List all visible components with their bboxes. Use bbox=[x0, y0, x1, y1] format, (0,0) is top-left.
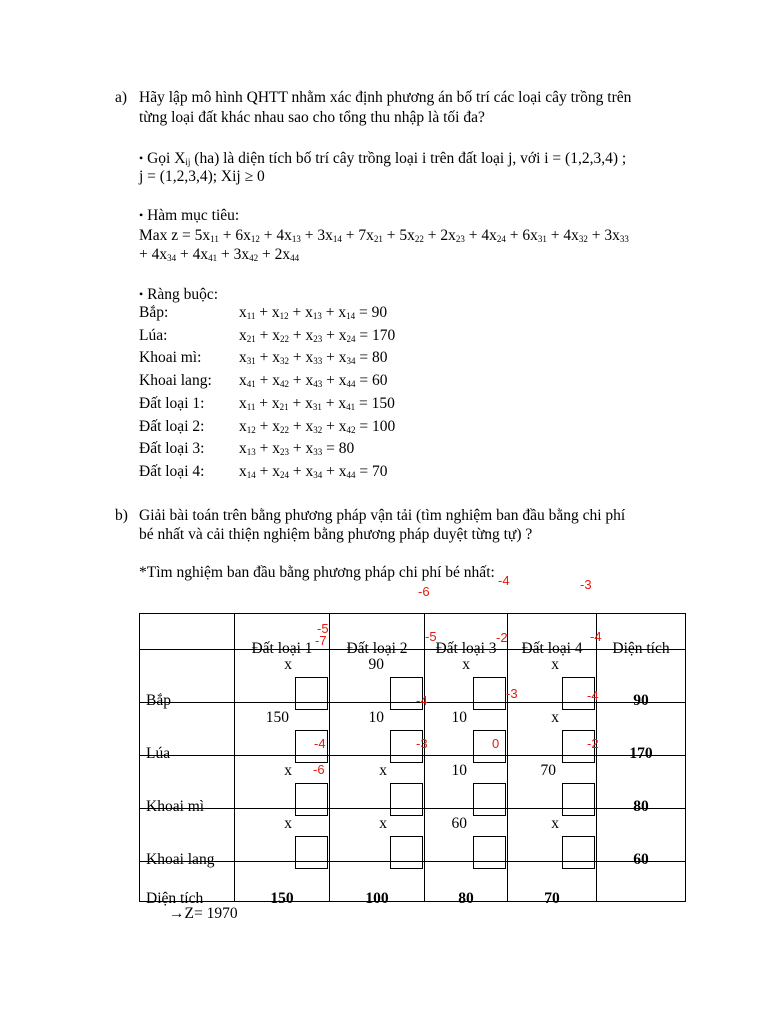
objective-term-sub: 11 bbox=[210, 234, 219, 244]
constraint-term: x bbox=[239, 372, 247, 390]
row-label-cell bbox=[140, 703, 235, 762]
cost-box bbox=[390, 836, 423, 869]
constraint-equation bbox=[239, 349, 388, 368]
cost-box bbox=[295, 836, 328, 869]
constraint-rhs: = 80 bbox=[355, 349, 388, 367]
allocation-value: 70 bbox=[540, 762, 556, 779]
constraint-term: + x bbox=[322, 326, 347, 344]
row-total-cell bbox=[597, 809, 686, 868]
arrow-right-icon: → bbox=[169, 905, 185, 922]
red-annotation: 0 bbox=[492, 736, 500, 751]
part-b-marker: b) bbox=[115, 507, 128, 524]
variables-post: (ha) là diện tích bố trí cây trồng loại i trên đất loại j, với i = (1,2,3,4) ; bbox=[190, 150, 627, 167]
row-label: Bắp bbox=[146, 692, 171, 709]
constraint-term: + x bbox=[255, 394, 280, 412]
allocation-value: x bbox=[551, 656, 559, 673]
constraint-term-sub: 32 bbox=[313, 424, 323, 435]
header-cell bbox=[597, 614, 686, 657]
allocation-value: 10 bbox=[451, 709, 467, 726]
row-total-cell bbox=[597, 756, 686, 815]
constraint-term: + x bbox=[255, 440, 280, 458]
part-b-question-line1: Giải bài toán trên bằng phương pháp vận tải (tìm nghiệm ban đầu bằng chi phí bbox=[139, 507, 626, 524]
header-cell bbox=[508, 614, 597, 657]
allocation-cell bbox=[425, 809, 508, 862]
constraint-term-sub: 23 bbox=[313, 333, 323, 344]
objective-term-sub: 23 bbox=[455, 234, 465, 244]
header-cell bbox=[330, 614, 425, 657]
part-a-question-line1: Hãy lập mô hình QHTT nhằm xác định phương án bố trí các loại cây trồng trên bbox=[139, 89, 632, 106]
constraint-term: + x bbox=[255, 462, 280, 480]
constraint-rhs: = 150 bbox=[355, 394, 395, 412]
allocation-value: 10 bbox=[368, 709, 384, 726]
cost-box bbox=[473, 783, 506, 816]
objective-term-sub: 44 bbox=[290, 253, 300, 263]
constraint-label: Đất loại 3: bbox=[139, 440, 205, 458]
objective-term-coef: + 4x bbox=[464, 227, 497, 244]
constraint-label: Khoai lang: bbox=[139, 372, 212, 390]
row-total: 170 bbox=[629, 745, 653, 762]
constraint-term-sub: 42 bbox=[346, 424, 356, 435]
constraint-term-sub: 12 bbox=[279, 311, 289, 321]
constraint-term-sub: 31 bbox=[246, 356, 256, 367]
constraint-term: + x bbox=[288, 304, 313, 321]
allocation-value: 90 bbox=[368, 656, 384, 673]
column-total: 80 bbox=[458, 889, 474, 907]
allocation-value: x bbox=[379, 762, 387, 779]
allocation-value: x bbox=[284, 815, 292, 832]
objective-term-sub: 34 bbox=[167, 253, 177, 263]
constraint-rhs: = 70 bbox=[355, 462, 388, 480]
header-dat-loai-2: Đất loại 2 bbox=[346, 639, 408, 657]
objective-term-coef: + 3x bbox=[217, 246, 250, 263]
objective-term-sub: 14 bbox=[332, 234, 342, 244]
constraint-rhs: = 60 bbox=[355, 372, 388, 390]
cost-box bbox=[562, 783, 595, 816]
allocation-cell bbox=[508, 703, 597, 756]
cost-box bbox=[473, 836, 506, 869]
objective-term-sub: 22 bbox=[414, 234, 424, 244]
cost-box bbox=[473, 677, 506, 710]
constraint-term: + x bbox=[289, 349, 314, 367]
constraint-term-sub: 33 bbox=[313, 447, 323, 458]
objective-term-coef: + 7x bbox=[341, 227, 374, 244]
allocation-cell bbox=[508, 756, 597, 809]
table-header-row bbox=[140, 614, 686, 650]
table-row bbox=[140, 703, 686, 756]
row-label: Lúa bbox=[146, 745, 171, 762]
part-b-subheading: *Tìm nghiệm ban đầu bằng phương pháp chi phí bé nhất: bbox=[139, 564, 495, 581]
constraint-term: + x bbox=[255, 326, 280, 344]
constraint-rhs: = 90 bbox=[355, 304, 388, 321]
objective-term-coef: 5x bbox=[194, 227, 211, 244]
objective-term-coef: + 6x bbox=[218, 227, 251, 244]
cost-box bbox=[390, 783, 423, 816]
table-row bbox=[140, 809, 686, 862]
constraint-term: x bbox=[239, 462, 247, 480]
constraint-label: Đất loại 4: bbox=[139, 462, 205, 480]
constraint-equation bbox=[239, 372, 388, 391]
red-annotation: -4 bbox=[416, 693, 428, 708]
constraint-term-sub: 12 bbox=[246, 424, 256, 435]
variables-sub: ij bbox=[185, 157, 191, 167]
constraint-term-sub: 41 bbox=[346, 401, 356, 412]
part-a-question-line2: từng loại đất khác nhau sao cho tổng thu nhập là tối đa? bbox=[139, 109, 485, 126]
red-annotation: -4 bbox=[498, 573, 510, 588]
row-label-cell bbox=[140, 756, 235, 815]
part-a-marker: a) bbox=[115, 89, 128, 106]
constraint-term-sub: 21 bbox=[246, 333, 256, 344]
constraint-term-sub: 33 bbox=[313, 356, 323, 367]
constraint-term: + x bbox=[288, 394, 313, 412]
constraint-term: + x bbox=[322, 349, 347, 367]
result-value: Z= 1970 bbox=[184, 905, 238, 922]
row-total-cell bbox=[597, 703, 686, 762]
table-corner-cell bbox=[140, 614, 235, 650]
red-annotation: -7 bbox=[315, 633, 327, 648]
header-dat-loai-4: Đất loại 4 bbox=[521, 639, 583, 657]
constraint-term: + x bbox=[322, 372, 347, 390]
constraint-term-sub: 14 bbox=[246, 469, 256, 480]
red-annotation: -3 bbox=[416, 736, 428, 751]
constraint-equation bbox=[239, 304, 387, 323]
column-total: 150 bbox=[270, 889, 294, 907]
allocation-value: 150 bbox=[265, 709, 289, 726]
red-annotation: -3 bbox=[506, 686, 518, 701]
result-line bbox=[169, 905, 238, 924]
objective-term-sub: 33 bbox=[619, 234, 629, 244]
constraint-term-sub: 23 bbox=[280, 447, 289, 458]
constraint-label: Khoai mì: bbox=[139, 349, 202, 367]
cost-box bbox=[295, 783, 328, 816]
objective-term-coef: + 3x bbox=[300, 227, 333, 244]
constraint-term-sub: 43 bbox=[313, 379, 323, 390]
row-total: 80 bbox=[633, 798, 649, 815]
red-annotation: -4 bbox=[587, 688, 599, 703]
objective-start: Max z = bbox=[139, 227, 195, 244]
constraint-term: + x bbox=[322, 417, 347, 435]
constraint-term-sub: 22 bbox=[280, 333, 289, 344]
row-label: Khoai mì bbox=[146, 798, 205, 815]
allocation-cell bbox=[330, 809, 425, 862]
cost-box bbox=[295, 677, 328, 710]
objective-term-sub: 41 bbox=[208, 253, 218, 263]
row-label-cell bbox=[140, 809, 235, 868]
constraint-term: + x bbox=[289, 372, 314, 390]
constraint-term: + x bbox=[255, 304, 280, 321]
cost-box bbox=[562, 836, 595, 869]
constraint-term: x bbox=[239, 394, 247, 412]
objective-term-coef: + 4x bbox=[259, 227, 292, 244]
constraint-term-sub: 42 bbox=[280, 379, 289, 390]
constraint-label: Lúa: bbox=[139, 326, 168, 344]
allocation-value: 10 bbox=[451, 762, 467, 779]
constraint-equation bbox=[239, 440, 354, 459]
constraint-term: x bbox=[239, 349, 247, 367]
constraint-term-sub: 44 bbox=[346, 379, 356, 390]
constraint-term-sub: 34 bbox=[313, 469, 323, 480]
objective-term-coef: + 2x bbox=[423, 227, 456, 244]
objective-function-line1 bbox=[139, 227, 629, 246]
constraint-term: + x bbox=[255, 349, 280, 367]
bullet-icon: • bbox=[139, 151, 144, 165]
constraint-term-sub: 13 bbox=[246, 447, 256, 458]
allocation-cell bbox=[330, 703, 425, 756]
allocation-value: x bbox=[551, 709, 559, 726]
constraint-term: x bbox=[239, 304, 247, 321]
objective-term-sub: 32 bbox=[578, 234, 588, 244]
constraint-equation bbox=[239, 463, 388, 482]
variables-domain: j = (1,2,3,4); Xij ≥ 0 bbox=[139, 168, 265, 185]
allocation-value: x bbox=[284, 762, 292, 779]
header-dat-loai-1: Đất loại 1 bbox=[251, 639, 313, 657]
constraint-term-sub: 44 bbox=[346, 469, 356, 480]
constraint-term-sub: 32 bbox=[280, 356, 289, 367]
allocation-value: x bbox=[551, 815, 559, 832]
constraint-rhs: = 80 bbox=[322, 440, 355, 458]
row-label: Khoai lang bbox=[146, 851, 215, 868]
objective-heading bbox=[139, 207, 239, 226]
constraints-heading-text: Ràng buộc: bbox=[143, 286, 219, 303]
bullet-icon: • bbox=[139, 287, 144, 301]
constraint-label: Đất loại 2: bbox=[139, 417, 205, 435]
allocation-cell bbox=[235, 809, 330, 862]
allocation-cell bbox=[330, 756, 425, 809]
objective-heading-text: Hàm mục tiêu: bbox=[143, 207, 240, 224]
constraint-rhs: = 170 bbox=[355, 326, 396, 344]
constraint-term-sub: 11 bbox=[246, 311, 256, 321]
table-row bbox=[140, 756, 686, 809]
constraint-term-sub: 13 bbox=[312, 311, 322, 321]
constraint-term: + x bbox=[289, 326, 314, 344]
constraint-term-sub: 34 bbox=[346, 356, 356, 367]
red-annotation: -4 bbox=[590, 629, 602, 644]
allocation-value: x bbox=[284, 656, 292, 673]
allocation-cell bbox=[508, 809, 597, 862]
allocation-cell bbox=[425, 756, 508, 809]
constraint-term-sub: 22 bbox=[280, 424, 289, 435]
red-annotation: -2 bbox=[587, 736, 599, 751]
objective-function-line2 bbox=[139, 246, 299, 265]
constraint-term: x bbox=[239, 417, 247, 435]
red-annotation: -5 bbox=[425, 629, 437, 644]
constraint-term: + x bbox=[289, 417, 314, 435]
objective-term-coef: + 3x bbox=[587, 227, 620, 244]
objective-term-sub: 31 bbox=[537, 234, 547, 244]
objective-term-sub: 12 bbox=[250, 234, 260, 244]
constraint-term-sub: 21 bbox=[279, 401, 289, 412]
variables-pre: Gọi X bbox=[143, 150, 186, 167]
constraint-term-sub: 24 bbox=[280, 469, 289, 480]
constraint-term-sub: 41 bbox=[246, 379, 256, 390]
allocation-value: x bbox=[379, 815, 387, 832]
column-total: 100 bbox=[365, 889, 389, 907]
objective-term-sub: 13 bbox=[291, 234, 301, 244]
constraint-term: + x bbox=[322, 462, 347, 480]
allocation-value: x bbox=[462, 656, 470, 673]
constraint-label: Bắp: bbox=[139, 304, 169, 321]
constraint-equation bbox=[239, 327, 395, 346]
transport-table bbox=[139, 613, 686, 907]
red-annotation: -4 bbox=[314, 736, 326, 751]
objective-term-sub: 24 bbox=[496, 234, 506, 244]
cost-box bbox=[473, 730, 506, 763]
constraint-equation bbox=[239, 395, 395, 414]
constraint-term-sub: 14 bbox=[346, 311, 356, 321]
objective-term-coef: + 4x bbox=[176, 246, 209, 263]
constraint-rhs: = 100 bbox=[355, 417, 396, 435]
allocation-value: 60 bbox=[451, 815, 467, 832]
red-annotation: -6 bbox=[418, 584, 430, 599]
constraint-term: + x bbox=[289, 440, 314, 458]
row-total: 90 bbox=[633, 692, 649, 709]
objective-term-coef: + 2x bbox=[258, 246, 291, 263]
constraint-term: + x bbox=[289, 462, 314, 480]
constraints-heading bbox=[139, 286, 218, 305]
constraint-term: x bbox=[239, 440, 247, 458]
constraint-term: + x bbox=[321, 394, 347, 412]
header-dien-tich: Diện tích bbox=[612, 639, 670, 657]
row-label-cell bbox=[140, 650, 235, 709]
part-b-question-line2: bé nhất và cải thiện nghiệm bằng phương pháp duyệt từng tự) ? bbox=[139, 526, 533, 543]
objective-term-coef: + 4x bbox=[139, 246, 168, 263]
objective-term-coef: + 6x bbox=[505, 227, 538, 244]
column-total: 70 bbox=[544, 889, 560, 907]
red-annotation: -5 bbox=[317, 621, 329, 636]
constraint-term-sub: 31 bbox=[312, 401, 322, 412]
red-annotation: -3 bbox=[580, 577, 592, 592]
objective-term-coef: + 4x bbox=[546, 227, 579, 244]
constraint-term: + x bbox=[321, 304, 347, 321]
variables-definition bbox=[139, 150, 626, 169]
row-total: 60 bbox=[633, 851, 649, 868]
objective-term-coef: + 5x bbox=[382, 227, 415, 244]
constraint-term-sub: 24 bbox=[346, 333, 356, 344]
footer-label: Diện tích bbox=[146, 889, 204, 907]
constraint-label: Đất loại 1: bbox=[139, 394, 205, 412]
red-annotation: -6 bbox=[313, 762, 325, 777]
objective-term-sub: 42 bbox=[249, 253, 259, 263]
constraint-term-sub: 11 bbox=[246, 401, 256, 412]
bullet-icon: • bbox=[139, 208, 144, 222]
objective-term-sub: 21 bbox=[373, 234, 383, 244]
header-dat-loai-3: Đất loại 3 bbox=[435, 639, 497, 657]
constraint-equation bbox=[239, 418, 395, 437]
red-annotation: -2 bbox=[496, 630, 508, 645]
constraint-term: + x bbox=[255, 372, 280, 390]
constraint-term: + x bbox=[255, 417, 280, 435]
constraint-term: x bbox=[239, 326, 247, 344]
